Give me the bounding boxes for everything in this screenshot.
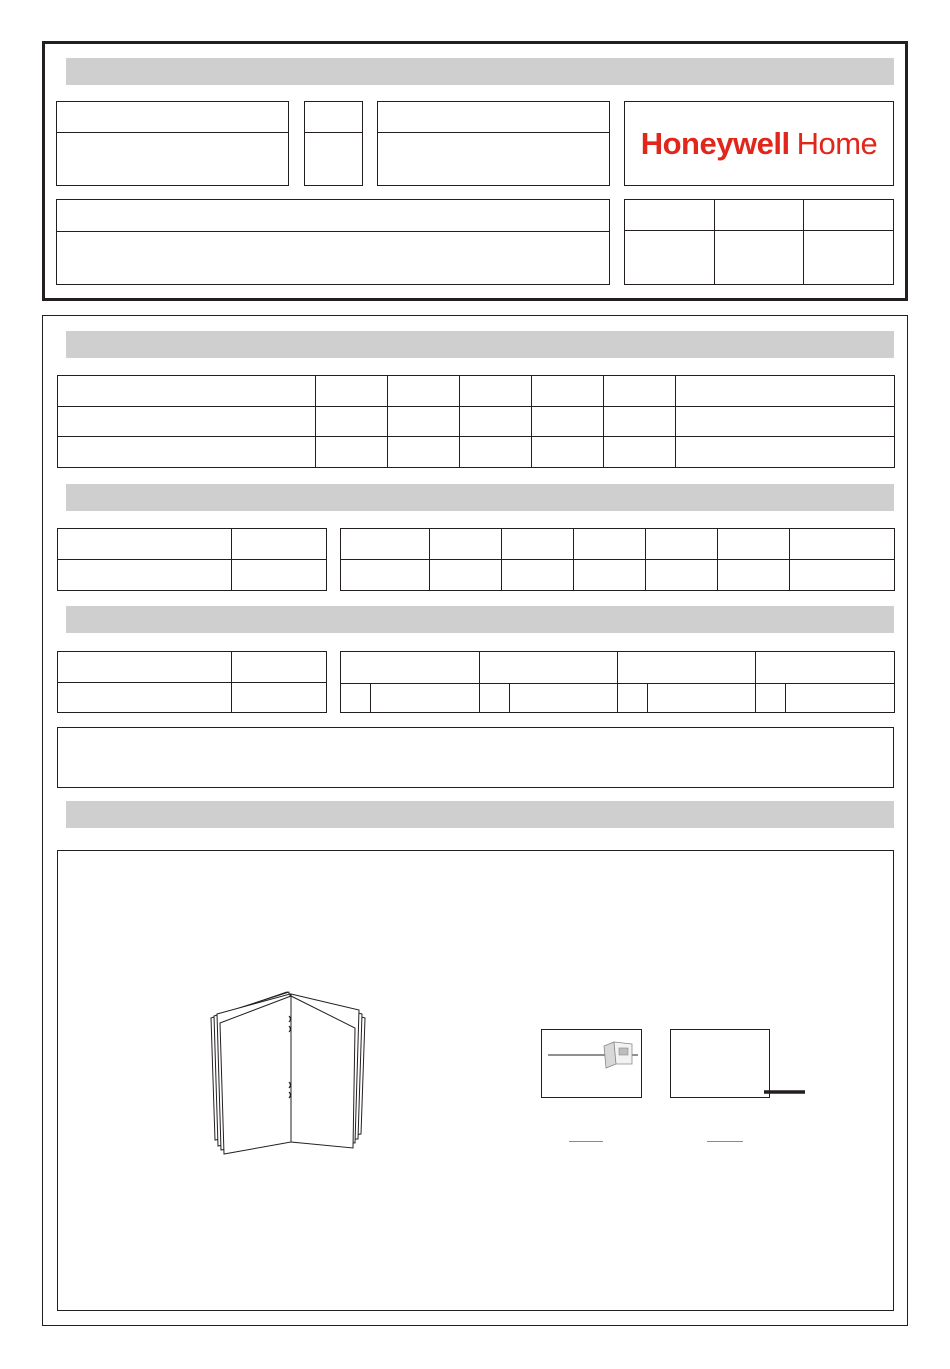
header-field-1 (56, 101, 289, 186)
cell (532, 437, 604, 468)
cell (790, 529, 895, 560)
header-field-3 (377, 101, 610, 186)
cell (460, 437, 532, 468)
cell (58, 529, 232, 560)
section-2-band (66, 484, 894, 511)
section-4-band (66, 801, 894, 828)
cell (460, 406, 532, 437)
cell (718, 560, 790, 591)
cell (646, 529, 718, 560)
logo-box (624, 101, 894, 186)
cell (371, 684, 480, 713)
checkbox-cell (756, 684, 786, 713)
cell (316, 376, 388, 407)
logo-brand: Honeywell (640, 125, 790, 161)
cell (341, 560, 430, 591)
cell (430, 529, 502, 560)
cell (676, 376, 895, 407)
checkbox-cell (341, 684, 371, 713)
cell (430, 560, 502, 591)
cell (646, 560, 718, 591)
cell (58, 560, 232, 591)
section-3-band (66, 606, 894, 633)
cell (756, 652, 895, 684)
section-1-band (66, 331, 894, 358)
cell (574, 529, 646, 560)
cell (804, 231, 894, 285)
cell (786, 684, 895, 713)
cell (604, 376, 676, 407)
cell (714, 231, 804, 285)
cell (316, 437, 388, 468)
section-2-right-table (340, 528, 895, 591)
field-divider (57, 132, 288, 133)
cell (676, 406, 895, 437)
caption-line-left (569, 1141, 603, 1142)
cell (232, 560, 327, 591)
cell (232, 652, 327, 683)
cell (341, 529, 430, 560)
cell (480, 652, 618, 684)
header-section-band (66, 58, 894, 85)
cell (604, 406, 676, 437)
cell (574, 560, 646, 591)
cell (502, 560, 574, 591)
notes-box (57, 727, 894, 788)
cell (388, 406, 460, 437)
cell (58, 652, 232, 683)
cell (58, 682, 232, 713)
cell (58, 376, 316, 407)
cell (316, 406, 388, 437)
section-3-right-table (340, 651, 895, 713)
cell (388, 376, 460, 407)
cell (718, 529, 790, 560)
cell (58, 437, 316, 468)
cell (625, 200, 715, 231)
cell (510, 684, 618, 713)
cell (232, 529, 327, 560)
header-mini-table (624, 199, 894, 285)
cell (341, 652, 480, 684)
cell (532, 376, 604, 407)
wiring-diagram-left (540, 1028, 644, 1100)
cell (388, 437, 460, 468)
header-field-wide (56, 199, 610, 285)
cell (676, 437, 895, 468)
checkbox-cell (618, 684, 648, 713)
cell (604, 437, 676, 468)
cell (790, 560, 895, 591)
cell (625, 231, 715, 285)
manual-booklet-icon (205, 988, 375, 1158)
header-field-2 (304, 101, 363, 186)
caption-line-right (707, 1141, 743, 1142)
wiring-diagram-right (668, 1028, 808, 1100)
thermostat-icon (604, 1042, 632, 1068)
section-2-left-table (57, 528, 327, 591)
field-divider (378, 132, 609, 133)
cell (58, 406, 316, 437)
cell (232, 682, 327, 713)
logo-suffix: Home (796, 125, 878, 161)
section-1-table (57, 375, 895, 468)
cell (648, 684, 756, 713)
field-divider (305, 132, 362, 133)
cell (532, 406, 604, 437)
cell (460, 376, 532, 407)
field-divider (57, 231, 609, 232)
checkbox-cell (480, 684, 510, 713)
cell (502, 529, 574, 560)
section-3-left-table (57, 651, 327, 713)
cell (618, 652, 756, 684)
cell (804, 200, 894, 231)
cell (714, 200, 804, 231)
